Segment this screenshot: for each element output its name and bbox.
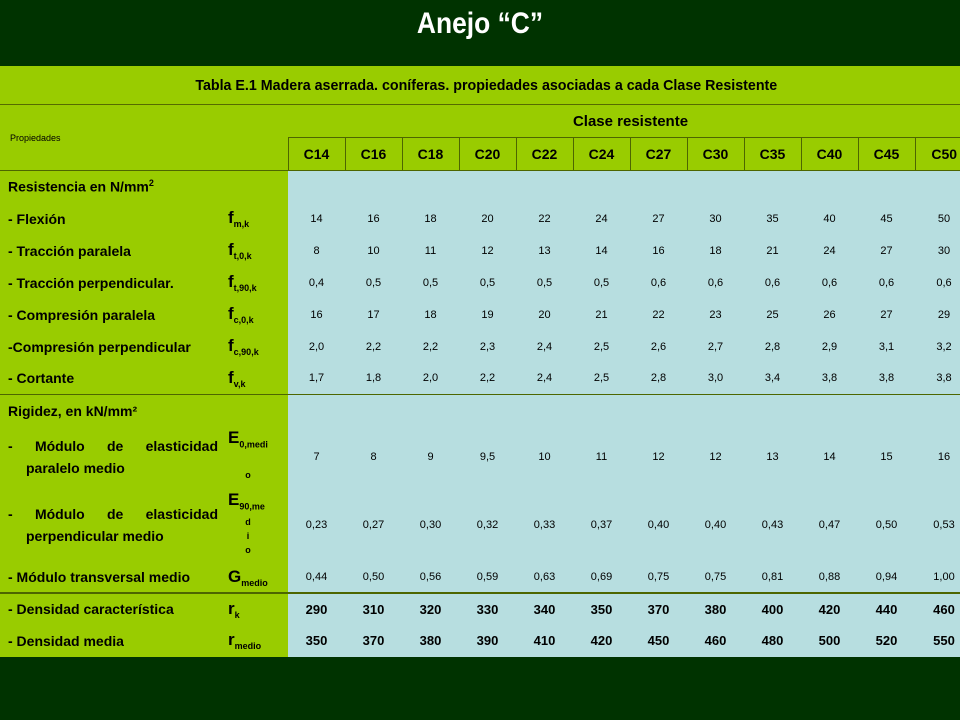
value-cell: 0,4 (288, 267, 345, 299)
value-cell: 26 (801, 299, 858, 331)
class-header-c50: C50 (915, 138, 960, 171)
value-cell: 0,81 (744, 563, 801, 593)
section-row-resistencia (0, 171, 960, 203)
section-rigidez-blank (288, 395, 960, 427)
value-cell: 2,3 (459, 331, 516, 363)
symbol-cell (222, 299, 288, 331)
value-cell: 0,6 (630, 267, 687, 299)
label-word: elasticidad (145, 505, 218, 522)
table-row (0, 203, 960, 235)
row-label-line2: perpendicular medio (26, 527, 164, 544)
symbol-subscript: v,k (233, 378, 246, 389)
symbol: G (228, 566, 242, 586)
value-cell: 3,8 (858, 363, 915, 395)
symbol-cell (222, 487, 288, 563)
value-cell: 2,4 (516, 331, 573, 363)
value-cell: 12 (630, 427, 687, 487)
value-cell: 0,5 (402, 267, 459, 299)
value-cell: 0,23 (288, 487, 345, 563)
row-label: - Cortante (0, 363, 222, 395)
value-cell: 460 (687, 625, 744, 657)
table-row (0, 625, 960, 657)
value-cell: 16 (345, 203, 402, 235)
table-row (0, 563, 960, 593)
value-cell: 2,9 (801, 331, 858, 363)
value-cell: 550 (915, 625, 960, 657)
value-cell: 420 (801, 593, 858, 625)
symbol-cell (222, 625, 288, 657)
value-cell: 0,33 (516, 487, 573, 563)
symbol: r (228, 598, 235, 618)
value-cell: 13 (516, 235, 573, 267)
value-cell: 440 (858, 593, 915, 625)
row-label: - Tracción perpendicular. (0, 267, 222, 299)
value-cell: 500 (801, 625, 858, 657)
row-label: - Densidad característica (0, 593, 222, 625)
value-cell: 310 (345, 593, 402, 625)
value-cell: 0,30 (402, 487, 459, 563)
value-cell: 0,50 (858, 487, 915, 563)
symbol-line (228, 492, 288, 514)
value-cell: 3,0 (687, 363, 744, 395)
section-resistencia-sup: 2 (148, 178, 154, 189)
value-cell: 320 (402, 593, 459, 625)
value-cell: 11 (573, 427, 630, 487)
value-cell: 22 (630, 299, 687, 331)
value-cell: 290 (288, 593, 345, 625)
clase-resistente-header: Clase resistente (288, 105, 960, 138)
symbol: f (228, 240, 234, 259)
value-cell: 14 (573, 235, 630, 267)
value-cell: 20 (516, 299, 573, 331)
class-header-c22: C22 (516, 138, 573, 171)
value-cell: 3,1 (858, 331, 915, 363)
value-cell: 2,8 (744, 331, 801, 363)
value-cell: 30 (687, 203, 744, 235)
value-cell: 0,75 (687, 563, 744, 593)
value-cell: 2,2 (459, 363, 516, 395)
table-row (0, 331, 960, 363)
value-cell: 3,8 (801, 363, 858, 395)
section-resistencia-blank (288, 171, 960, 203)
value-cell: 330 (459, 593, 516, 625)
symbol-subscript: 90,me (239, 501, 265, 512)
value-cell: 520 (858, 625, 915, 657)
symbol-subscript-cont: d (245, 516, 251, 527)
class-header-c45: C45 (858, 138, 915, 171)
value-cell: 24 (801, 235, 858, 267)
section-rigidez-label: Rigidez, en kN/mm² (0, 395, 288, 427)
symbol: E (228, 428, 240, 448)
symbol-subscript-cont: o (245, 469, 251, 480)
class-header-c24: C24 (573, 138, 630, 171)
value-cell: 22 (516, 203, 573, 235)
row-label-line1 (8, 503, 222, 525)
value-cell: 0,47 (801, 487, 858, 563)
symbol: f (228, 367, 234, 387)
value-cell: 27 (858, 299, 915, 331)
row-label (0, 427, 222, 487)
table-row (0, 427, 960, 487)
value-cell: 2,5 (573, 363, 630, 395)
value-cell: 12 (459, 235, 516, 267)
value-cell: 25 (744, 299, 801, 331)
symbol: f (228, 336, 234, 355)
table-row (0, 363, 960, 395)
value-cell: 370 (345, 625, 402, 657)
propiedades-header: Propiedades (0, 105, 288, 171)
label-word: - (8, 437, 13, 454)
value-cell: 2,0 (402, 363, 459, 395)
symbol-subscript: medio (241, 577, 268, 588)
value-cell: 11 (402, 235, 459, 267)
value-cell: 10 (516, 427, 573, 487)
value-cell: 2,7 (687, 331, 744, 363)
symbol-cell (222, 427, 288, 487)
class-header-c30: C30 (687, 138, 744, 171)
value-cell: 7 (288, 427, 345, 487)
row-label-line1 (8, 435, 222, 457)
symbol-subscript: c,0,k (233, 315, 254, 325)
value-cell: 21 (744, 235, 801, 267)
value-cell: 0,44 (288, 563, 345, 593)
value-cell: 23 (687, 299, 744, 331)
value-cell: 27 (630, 203, 687, 235)
class-header-c18: C18 (402, 138, 459, 171)
value-cell: 420 (573, 625, 630, 657)
value-cell: 8 (288, 235, 345, 267)
row-label: - Módulo transversal medio (0, 563, 222, 593)
symbol-subscript: t,90,k (233, 283, 257, 293)
value-cell: 17 (345, 299, 402, 331)
value-cell: 9,5 (459, 427, 516, 487)
row-label: - Flexión (0, 203, 222, 235)
value-cell: 2,5 (573, 331, 630, 363)
value-cell: 0,5 (459, 267, 516, 299)
symbol-subscript: 0,medi (239, 439, 268, 450)
value-cell: 0,63 (516, 563, 573, 593)
symbol-subscript: c,90,k (233, 347, 259, 357)
value-cell: 10 (345, 235, 402, 267)
value-cell: 460 (915, 593, 960, 625)
class-header-c16: C16 (345, 138, 402, 171)
value-cell: 16 (630, 235, 687, 267)
symbol-subscript-cont: o (245, 544, 251, 555)
section-resistencia-text: Resistencia en N/mm (8, 179, 149, 196)
table-row (0, 267, 960, 299)
value-cell: 0,6 (801, 267, 858, 299)
value-cell: 0,37 (573, 487, 630, 563)
value-cell: 380 (402, 625, 459, 657)
value-cell: 15 (858, 427, 915, 487)
label-word: Módulo (34, 505, 85, 522)
row-label: - Compresión paralela (0, 299, 222, 331)
value-cell: 0,43 (744, 487, 801, 563)
value-cell: 9 (402, 427, 459, 487)
value-cell: 0,69 (573, 563, 630, 593)
value-cell: 2,6 (630, 331, 687, 363)
value-cell: 0,32 (459, 487, 516, 563)
value-cell: 20 (459, 203, 516, 235)
value-cell: 12 (687, 427, 744, 487)
symbol: f (228, 272, 234, 291)
value-cell: 1,00 (915, 563, 960, 593)
value-cell: 14 (801, 427, 858, 487)
value-cell: 2,4 (516, 363, 573, 395)
page-title: Anejo “C” (416, 7, 544, 40)
value-cell: 0,94 (858, 563, 915, 593)
symbol-subscript-cont: i (246, 530, 250, 541)
table-row (0, 593, 960, 625)
value-cell: 0,40 (630, 487, 687, 563)
value-cell: 2,2 (345, 331, 402, 363)
label-word: Módulo (34, 437, 85, 454)
label-word: elasticidad (145, 437, 218, 454)
section-resistencia-label (0, 171, 288, 203)
value-cell: 0,5 (573, 267, 630, 299)
value-cell: 16 (915, 427, 960, 487)
value-cell: 27 (858, 235, 915, 267)
value-cell: 1,8 (345, 363, 402, 395)
value-cell: 30 (915, 235, 960, 267)
value-cell: 16 (288, 299, 345, 331)
value-cell: 0,56 (402, 563, 459, 593)
symbol: E (228, 490, 240, 510)
value-cell: 2,0 (288, 331, 345, 363)
value-cell: 2,2 (402, 331, 459, 363)
row-label: -Compresión perpendicular (0, 331, 222, 363)
symbol-cell (222, 363, 288, 395)
class-header-c35: C35 (744, 138, 801, 171)
class-header-c20: C20 (459, 138, 516, 171)
value-cell: 50 (915, 203, 960, 235)
value-cell: 480 (744, 625, 801, 657)
value-cell: 410 (516, 625, 573, 657)
table-row (0, 299, 960, 331)
symbol-cell (222, 203, 288, 235)
row-label: - Tracción paralela (0, 235, 222, 267)
value-cell: 21 (573, 299, 630, 331)
row-label (0, 487, 222, 563)
value-cell: 380 (687, 593, 744, 625)
value-cell: 3,4 (744, 363, 801, 395)
symbol: f (228, 304, 234, 323)
table-row (0, 235, 960, 267)
value-cell: 0,50 (345, 563, 402, 593)
value-cell: 13 (744, 427, 801, 487)
symbol-cell (222, 267, 288, 299)
symbol-cell (222, 563, 288, 593)
symbol-subscript: medio (234, 641, 262, 651)
value-cell: 0,88 (801, 563, 858, 593)
class-header-c14: C14 (288, 138, 345, 171)
value-cell: 390 (459, 625, 516, 657)
value-cell: 0,6 (915, 267, 960, 299)
value-cell: 0,6 (858, 267, 915, 299)
label-word: de (107, 437, 124, 454)
value-cell: 3,8 (915, 363, 960, 395)
value-cell: 0,6 (744, 267, 801, 299)
value-cell: 29 (915, 299, 960, 331)
value-cell: 340 (516, 593, 573, 625)
value-cell: 35 (744, 203, 801, 235)
value-cell: 40 (801, 203, 858, 235)
value-cell: 400 (744, 593, 801, 625)
class-header-c27: C27 (630, 138, 687, 171)
caption-text: Tabla E.1 Madera aserrada. coníferas. propiedades asociadas a cada Clase Resistente (195, 76, 778, 94)
table-caption (0, 66, 960, 105)
value-cell: 18 (402, 203, 459, 235)
value-cell: 8 (345, 427, 402, 487)
value-cell: 0,27 (345, 487, 402, 563)
symbol-line (228, 430, 288, 452)
value-cell: 0,53 (915, 487, 960, 563)
symbol: r (228, 630, 235, 649)
label-word: - (8, 505, 13, 522)
properties-table (0, 66, 960, 657)
value-cell: 2,8 (630, 363, 687, 395)
value-cell: 0,40 (687, 487, 744, 563)
value-cell: 1,7 (288, 363, 345, 395)
value-cell: 14 (288, 203, 345, 235)
value-cell: 370 (630, 593, 687, 625)
symbol-subscript: t,0,k (233, 251, 252, 261)
table-row (0, 487, 960, 563)
row-label: - Densidad media (0, 625, 222, 657)
label-word: de (107, 505, 124, 522)
value-cell: 450 (630, 625, 687, 657)
symbol-cell (222, 593, 288, 625)
value-cell: 350 (573, 593, 630, 625)
value-cell: 0,6 (687, 267, 744, 299)
row-label-line2: paralelo medio (26, 459, 125, 476)
value-cell: 0,5 (516, 267, 573, 299)
symbol: f (228, 208, 234, 227)
value-cell: 3,2 (915, 331, 960, 363)
value-cell: 18 (402, 299, 459, 331)
value-cell: 0,5 (345, 267, 402, 299)
value-cell: 0,75 (630, 563, 687, 593)
class-header-c40: C40 (801, 138, 858, 171)
symbol-cell (222, 331, 288, 363)
symbol-subscript: k (234, 609, 240, 620)
symbol-subscript: m,k (233, 219, 250, 229)
value-cell: 350 (288, 625, 345, 657)
value-cell: 19 (459, 299, 516, 331)
value-cell: 0,59 (459, 563, 516, 593)
value-cell: 45 (858, 203, 915, 235)
value-cell: 18 (687, 235, 744, 267)
value-cell: 24 (573, 203, 630, 235)
symbol-cell (222, 235, 288, 267)
section-row-rigidez (0, 395, 960, 427)
